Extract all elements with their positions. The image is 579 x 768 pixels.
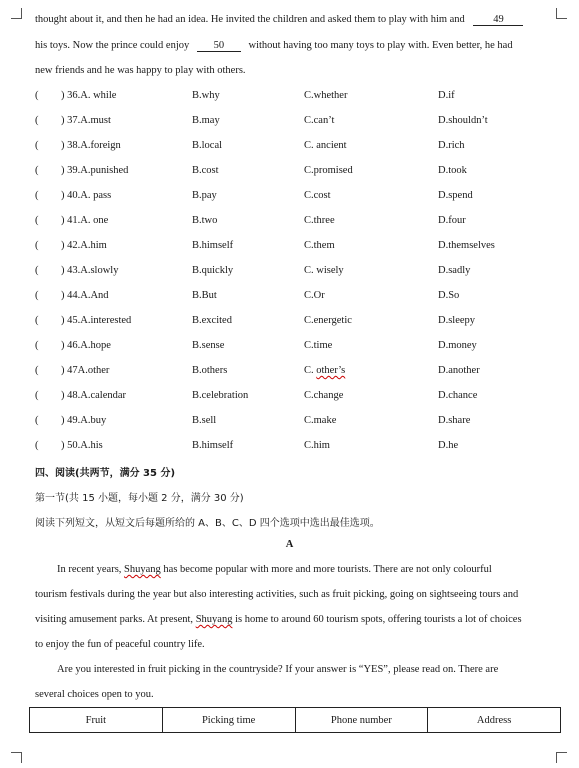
option-b: B.himself [192,440,234,451]
option-d: D.share [438,415,471,426]
option-b: B.sense [192,340,225,351]
page-corner-mark [556,8,567,19]
answer-paren: ( [35,215,39,226]
option-c: C.can’t [304,115,335,126]
option-c: C.make [304,415,337,426]
option-a: ) 37.A.must [61,115,111,126]
option-b: B.sell [192,415,217,426]
section-heading: 四、阅读(共两节，满分 35 分) [35,468,176,479]
option-c: C.cost [304,190,331,201]
option-b: B.may [192,115,220,126]
option-a: ) 47A.other [61,365,110,376]
intro-line-3: new friends and he was happy to play with others. [35,65,246,76]
option-d: D.shouldn’t [438,115,488,126]
answer-blank-49: 49 [473,14,523,26]
question-row [35,215,555,229]
option-b: B.others [192,365,228,376]
option-c: C. wisely [304,265,344,276]
option-b: B.excited [192,315,232,326]
option-a: ) 43.A.slowly [61,265,119,276]
option-c: C.whether [304,90,348,101]
question-row [35,415,555,429]
answer-paren: ( [35,240,39,251]
passage-placename: Shuyang [124,564,161,575]
option-d: D.he [438,440,459,451]
option-b: B.quickly [192,265,234,276]
option-d: D.rich [438,140,465,151]
section-subheading: 第一节(共 15 小题，每小题 2 分，满分 30 分) [35,493,244,504]
option-d: D.took [438,165,467,176]
passage-line: visiting amusement parks. At present, Shuyang is home to around 60 tourism spots, offering tourists a lot of choices [35,614,522,625]
option-c: C.promised [304,165,353,176]
table-header-fruit: Fruit [30,708,163,733]
passage-line: In recent years, Shuyang has become popular with more and more tourists. There are not only colourful [57,564,492,575]
passage-line: Are you interested in fruit picking in the countryside? If your answer is “YES”, please read on. There are [57,664,499,675]
option-a: ) 45.A.interested [61,315,132,326]
option-c: C. other’s [304,365,346,376]
option-d: D.sleepy [438,315,476,326]
option-d: D.So [438,290,460,301]
passage-placename: Shuyang [195,614,233,625]
option-d: D.chance [438,390,478,401]
option-c: C.them [304,240,335,251]
option-d: D.sadly [438,265,471,276]
passage-line: tourism festivals during the year but also interesting activities, such as fruit picking, going on sightseeing tours and [35,589,519,600]
option-c: C.energetic [304,315,352,326]
option-a: ) 44.A.And [61,290,109,301]
passage-label: A [285,539,294,550]
option-d: D.themselves [438,240,495,251]
option-d: D.another [438,365,480,376]
option-c: C. ancient [304,140,347,151]
question-row [35,340,555,354]
table-header-picking-time: Picking time [162,708,295,733]
option-b: B.But [192,290,217,301]
question-row [35,315,555,329]
question-row [35,290,555,304]
option-a: ) 36.A. while [61,90,117,101]
question-row [35,115,555,129]
question-row [35,140,555,154]
option-a: ) 41.A. one [61,215,109,226]
table-header-row [30,708,561,733]
answer-paren: ( [35,290,39,301]
option-b: B.celebration [192,390,249,401]
question-row [35,265,555,279]
question-row [35,90,555,104]
page-corner-mark [556,752,567,763]
passage-line: to enjoy the fun of peaceful country life. [35,639,205,650]
answer-paren: ( [35,340,39,351]
answer-paren: ( [35,265,39,276]
option-d: D.if [438,90,455,101]
option-b: B.two [192,215,218,226]
answer-paren: ( [35,190,39,201]
option-a: ) 50.A.his [61,440,103,451]
answer-paren: ( [35,165,39,176]
option-b: B.cost [192,165,219,176]
question-row [35,240,555,254]
option-c: C.him [304,440,330,451]
table-header-address: Address [428,708,561,733]
option-a: ) 46.A.hope [61,340,111,351]
option-b: B.himself [192,240,234,251]
option-b: B.pay [192,190,217,201]
option-d: D.four [438,215,466,226]
question-row [35,190,555,204]
answer-blank-50: 50 [197,40,241,52]
answer-paren: ( [35,115,39,126]
answer-paren: ( [35,365,39,376]
option-a: ) 48.A.calendar [61,390,127,401]
answer-paren: ( [35,315,39,326]
page-corner-mark [11,8,22,19]
option-d: D.spend [438,190,473,201]
option-a: ) 42.A.him [61,240,107,251]
intro-line-2: his toys. Now the prince could enjoy 50 without having too many toys to play with. Even better, he had [35,40,513,51]
question-row [35,365,555,379]
option-c: C.three [304,215,335,226]
option-a: ) 38.A.foreign [61,140,121,151]
question-row [35,165,555,179]
option-c: C.time [304,340,333,351]
section-instruction: 阅读下列短文，从短文后每题所给的 A、B、C、D 四个选项中选出最佳选项。 [35,518,380,529]
option-a: ) 49.A.buy [61,415,107,426]
answer-paren: ( [35,140,39,151]
question-row [35,440,555,454]
question-row [35,390,555,404]
fruit-picking-table [29,707,561,733]
option-a: ) 40.A. pass [61,190,112,201]
option-b: B.why [192,90,220,101]
option-d: D.money [438,340,477,351]
answer-paren: ( [35,90,39,101]
table-header-phone: Phone number [295,708,428,733]
answer-paren: ( [35,415,39,426]
passage-line: several choices open to you. [35,689,154,700]
answer-paren: ( [35,390,39,401]
answer-paren: ( [35,440,39,451]
page-corner-mark [11,752,22,763]
option-b: B.local [192,140,223,151]
option-c: C.change [304,390,344,401]
option-c: C.Or [304,290,325,301]
option-a: ) 39.A.punished [61,165,129,176]
intro-line-1: thought about it, and then he had an idea. He invited the children and asked them to play with him and 49 [35,14,523,26]
